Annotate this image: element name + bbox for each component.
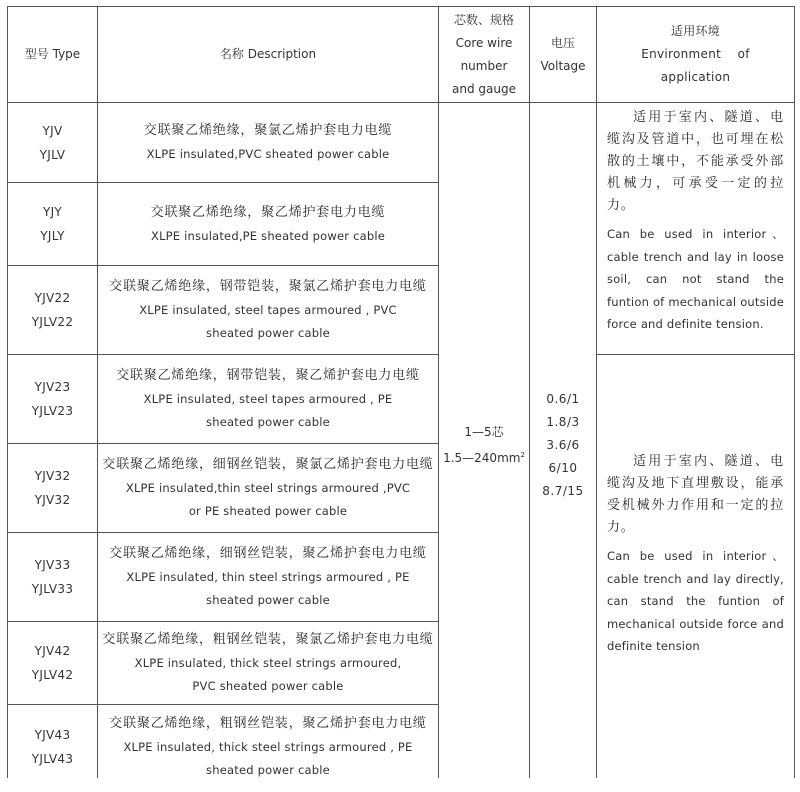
header-description xyxy=(98,7,439,103)
model-cell xyxy=(8,705,98,789)
environment-cell xyxy=(597,103,795,355)
model-code: YJLV xyxy=(39,147,66,162)
header-voltage-line: 电压 xyxy=(550,35,575,50)
header-voltage xyxy=(530,7,597,103)
model-cell xyxy=(8,183,98,266)
model-code: YJV22 xyxy=(34,291,71,305)
description-cn: 交联聚乙烯绝缘，粗钢丝铠装，聚乙烯护套电力电缆 xyxy=(109,715,427,731)
description-cn: 交联聚乙烯绝缘，细钢丝铠装，聚乙烯护套电力电缆 xyxy=(109,546,427,561)
table-row xyxy=(8,103,795,183)
voltage-value: 1.8/3 xyxy=(546,415,580,429)
description-cell xyxy=(98,355,439,444)
environment-cn: 适用于室内、隧道、电缆沟及管道中，也可埋在松散的土壤中，不能承受外部机械力，可承受一定的拉力。 xyxy=(607,110,784,213)
description-cell xyxy=(98,533,439,622)
description-en: sheated power cable xyxy=(206,762,330,777)
voltage-value: 3.6/6 xyxy=(546,438,580,452)
header-description-text: 名称 Description xyxy=(219,47,317,61)
voltage-value: 6/10 xyxy=(548,461,578,475)
description-cn: 交联聚乙烯绝缘，钢带铠装，聚氯乙烯护套电力电缆 xyxy=(109,279,427,294)
header-core-line: Core wire xyxy=(455,35,513,50)
description-en: sheated power cable xyxy=(206,326,330,340)
description-cn: 交联聚乙烯绝缘，聚氯乙烯护套电力电缆 xyxy=(143,123,393,138)
model-code: YJV32 xyxy=(34,469,71,483)
header-core xyxy=(439,7,530,103)
model-cell xyxy=(8,444,98,533)
description-en: XLPE insulated,PVC sheated power cable xyxy=(146,147,390,161)
description-en: XLPE insulated, thick steel strings armoured, xyxy=(134,656,402,670)
description-cell xyxy=(98,183,439,266)
model-cell xyxy=(8,533,98,622)
description-en: XLPE insulated, thin steel strings armoured , PE xyxy=(126,570,410,584)
header-environment-line: Environment of xyxy=(641,47,750,61)
description-en: sheated power cable xyxy=(206,415,330,429)
voltage-value: 8.7/15 xyxy=(542,484,584,498)
header-row xyxy=(8,7,795,103)
model-code: YJV xyxy=(42,123,63,138)
header-voltage-line: Voltage xyxy=(540,58,586,73)
table-row xyxy=(8,355,795,444)
model-code: YJLY xyxy=(40,229,65,243)
header-model-text: 型号 Type xyxy=(24,47,81,61)
environment-en: Can be used in interior、cable trench and lay in loose soil, can not stand the funtion of mechanical outside force and definite tension. xyxy=(607,227,784,331)
model-cell xyxy=(8,103,98,183)
model-code: YJV43 xyxy=(34,727,71,742)
model-cell xyxy=(8,355,98,444)
header-model xyxy=(8,7,98,103)
description-en: sheated power cable xyxy=(206,593,330,607)
description-cell xyxy=(98,103,439,183)
description-cell xyxy=(98,266,439,355)
description-en: XLPE insulated,thin steel strings armoured ,PVC xyxy=(125,481,411,495)
model-code: YJLV43 xyxy=(31,751,74,766)
header-core-line: 芯数、规格 xyxy=(453,12,514,27)
description-cn: 交联聚乙烯绝缘，粗钢丝铠装，聚氯乙烯护套电力电缆 xyxy=(102,632,434,647)
core-range-superscript: 2 xyxy=(520,451,525,459)
description-en: or PE sheated power cable xyxy=(188,504,348,518)
description-en: PVC sheated power cable xyxy=(192,679,344,693)
model-code: YJLV23 xyxy=(31,404,74,418)
description-cell xyxy=(98,622,439,705)
model-code: YJLV22 xyxy=(31,315,74,329)
model-code: YJV33 xyxy=(34,558,71,572)
description-cn: 交联聚乙烯绝缘，细钢丝铠装，聚氯乙烯护套电力电缆 xyxy=(102,457,434,472)
description-cn: 交联聚乙烯绝缘，聚乙烯护套电力电缆 xyxy=(150,204,386,220)
header-environment xyxy=(597,7,795,103)
core-spec-cell xyxy=(439,103,530,789)
header-environment-line: 适用环境 xyxy=(670,24,721,38)
core-count: 1—5芯 xyxy=(464,425,504,439)
environment-cell xyxy=(597,355,795,789)
environment-cn: 适用于室内、隧道、电缆沟及地下直埋敷设，能承受机械外力作用和一定的拉力。 xyxy=(607,454,784,535)
page-cutoff xyxy=(0,778,800,792)
model-code: YJY xyxy=(42,205,63,219)
description-cell xyxy=(98,444,439,533)
model-cell xyxy=(8,622,98,705)
model-code: YJLV42 xyxy=(31,668,74,682)
description-en: XLPE insulated, thick steel strings armoured , PE xyxy=(123,739,413,754)
model-code: YJV42 xyxy=(34,644,71,658)
voltage-value: 0.6/1 xyxy=(546,392,580,406)
core-range xyxy=(439,444,529,470)
header-core-line: number xyxy=(460,58,508,73)
model-code: YJLV33 xyxy=(31,582,74,596)
voltage-cell xyxy=(530,103,597,789)
description-en: XLPE insulated,PE sheated power cable xyxy=(150,228,386,243)
description-cell xyxy=(98,705,439,789)
core-range-value: 1.5—240mm xyxy=(443,451,521,465)
header-core-line: and gauge xyxy=(452,81,516,96)
description-en: XLPE insulated, steel tapes armoured , PVC xyxy=(139,303,397,317)
cable-spec-table xyxy=(7,6,795,789)
header-environment-line: application xyxy=(660,70,731,84)
model-code: YJV23 xyxy=(34,380,71,394)
model-code: YJV32 xyxy=(34,493,71,507)
description-en: XLPE insulated, steel tapes armoured , PE xyxy=(143,392,393,406)
environment-en: Can be used in interior、 cable trench and lay directly, can stand the funtion of mechanical outside force and definite tension xyxy=(607,549,784,653)
model-cell xyxy=(8,266,98,355)
description-cn: 交联聚乙烯绝缘，钢带铠装，聚乙烯护套电力电缆 xyxy=(116,368,420,383)
